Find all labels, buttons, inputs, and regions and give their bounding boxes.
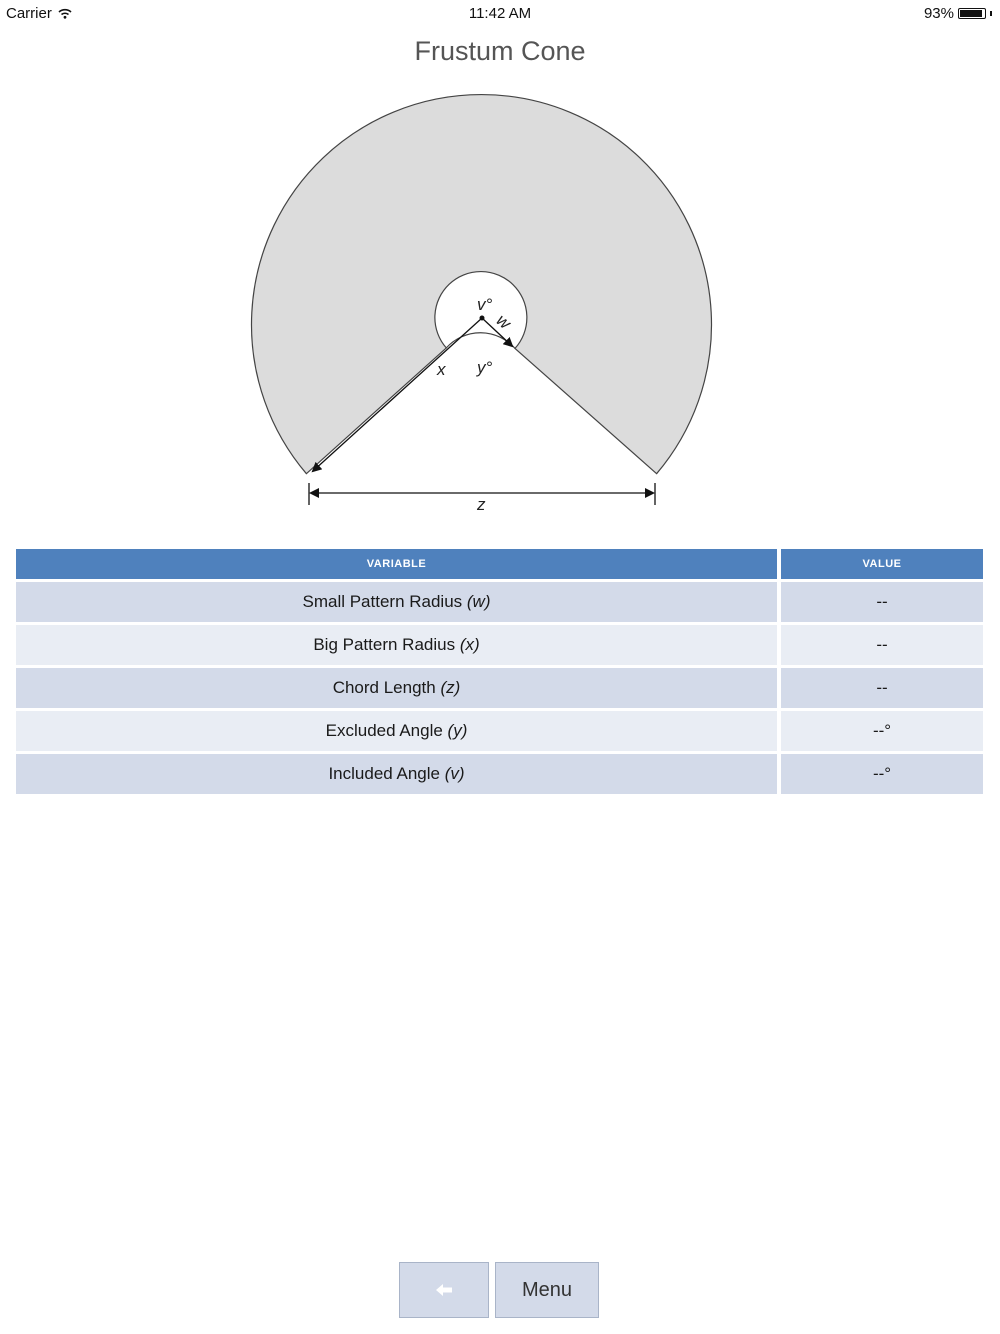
menu-button[interactable]: Menu xyxy=(495,1262,599,1318)
status-time: 11:42 AM xyxy=(468,5,532,22)
frustum-pattern-diagram xyxy=(0,80,1000,520)
battery-icon xyxy=(958,8,986,19)
variable-symbol: (y) xyxy=(447,721,468,740)
variable-label: Included Angle xyxy=(328,764,445,783)
status-right xyxy=(924,5,992,22)
variable-symbol: (x) xyxy=(459,635,480,654)
variable-symbol: (w) xyxy=(466,592,491,611)
label-v: v° xyxy=(477,295,493,314)
value-cell: --° xyxy=(781,754,983,794)
table-row[interactable] xyxy=(16,625,983,665)
variable-label: Big Pattern Radius xyxy=(313,635,460,654)
status-bar xyxy=(0,0,1000,28)
table-row[interactable] xyxy=(16,754,983,794)
carrier-label: Carrier xyxy=(6,5,52,22)
back-button[interactable] xyxy=(399,1262,489,1318)
battery-fill xyxy=(960,10,982,17)
table-row[interactable] xyxy=(16,668,983,708)
value-cell: -- xyxy=(781,668,983,708)
value-cell: -- xyxy=(781,625,983,665)
variable-cell xyxy=(16,625,777,665)
variable-cell xyxy=(16,668,777,708)
table-header xyxy=(16,549,983,579)
value-cell: -- xyxy=(781,582,983,622)
bottom-toolbar xyxy=(399,1262,599,1318)
variable-label: Excluded Angle xyxy=(325,721,448,740)
value-cell: --° xyxy=(781,711,983,751)
header-value: VALUE xyxy=(781,549,983,579)
label-x: x xyxy=(437,360,446,379)
table-row[interactable] xyxy=(16,582,983,622)
pattern-sector xyxy=(251,95,711,474)
page-title: Frustum Cone xyxy=(414,36,586,66)
variable-label: Chord Length xyxy=(332,678,441,697)
variable-cell xyxy=(16,754,777,794)
arrow-left-icon xyxy=(435,1283,453,1297)
variable-symbol: (v) xyxy=(444,764,465,783)
variable-label: Small Pattern Radius xyxy=(302,592,467,611)
label-w: w xyxy=(492,310,515,333)
table-row[interactable] xyxy=(16,711,983,751)
table-body xyxy=(16,582,983,794)
battery-tip xyxy=(990,11,992,16)
variable-cell xyxy=(16,711,777,751)
header-variable: VARIABLE xyxy=(16,549,777,579)
variable-symbol: (z) xyxy=(440,678,461,697)
variable-cell xyxy=(16,582,777,622)
variables-table xyxy=(16,549,983,797)
label-z: z xyxy=(477,495,486,514)
battery-percent: 93% xyxy=(923,5,954,22)
label-y: y° xyxy=(477,358,493,377)
